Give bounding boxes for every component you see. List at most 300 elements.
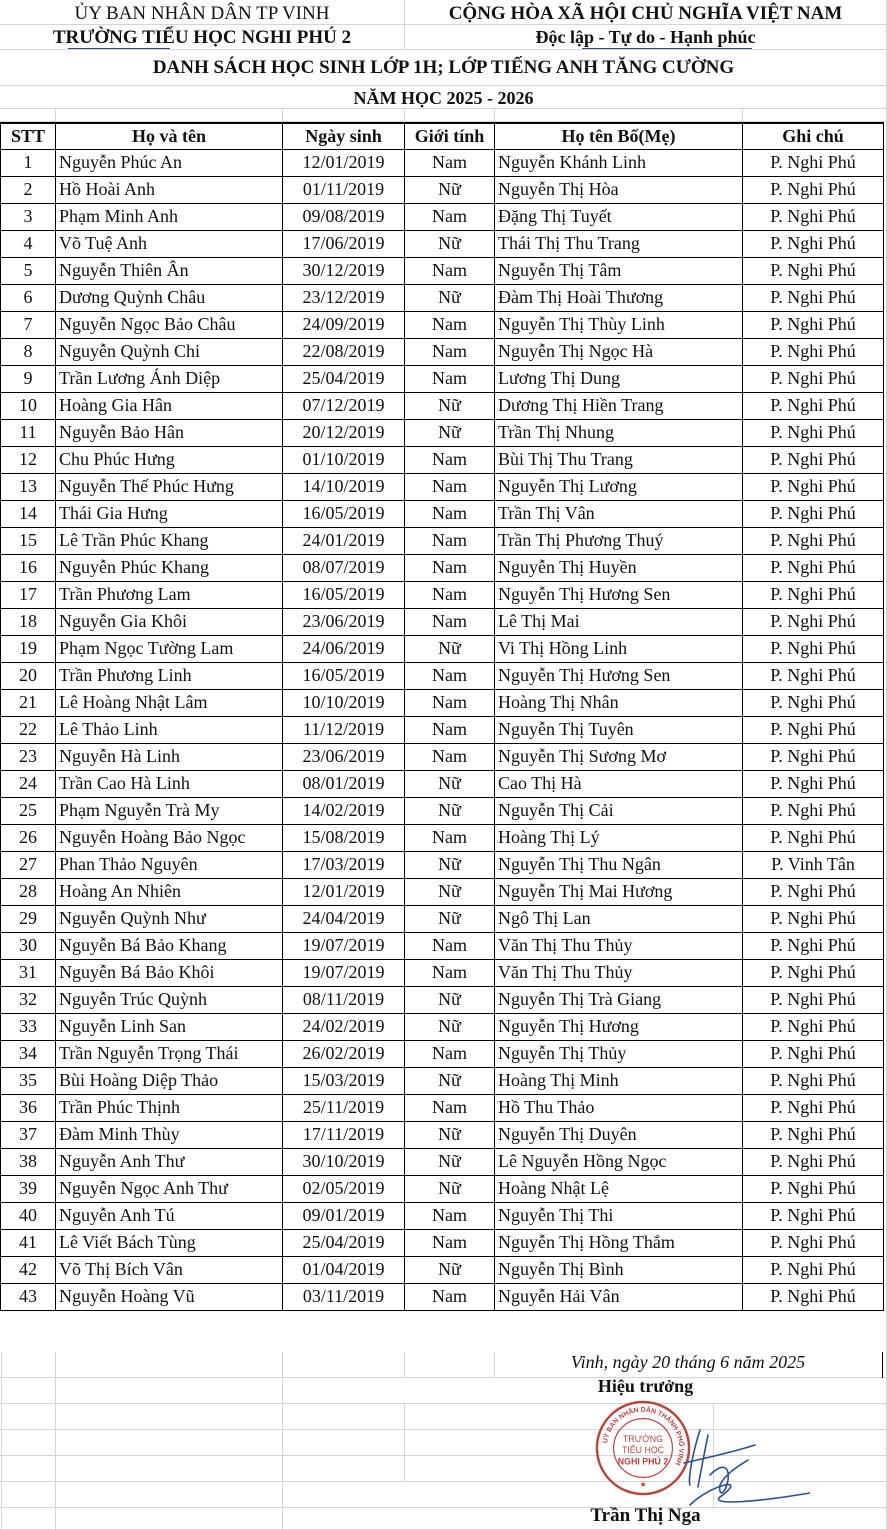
cell-parent-name: Nguyễn Thị Tâm	[495, 257, 743, 284]
cell-birth-date: 12/01/2019	[283, 149, 405, 176]
cell-full-name: Nguyễn Anh Thư	[56, 1148, 283, 1175]
cell-full-name: Phạm Ngọc Tường Lam	[56, 635, 283, 662]
table-row	[1, 284, 884, 311]
grid-line	[282, 109, 283, 122]
table-row	[1, 797, 884, 824]
cell-notes: P. Nghi Phú	[743, 1040, 884, 1067]
cell-stt: 35	[1, 1067, 56, 1094]
cell-gender: Nữ	[405, 905, 495, 932]
cell-parent-name: Nguyễn Thị Duyên	[495, 1121, 743, 1148]
cell-stt: 31	[1, 959, 56, 986]
cell-birth-date: 01/10/2019	[283, 446, 405, 473]
cell-gender: Nam	[405, 1094, 495, 1121]
cell-stt: 7	[1, 311, 56, 338]
cell-birth-date: 16/05/2019	[283, 662, 405, 689]
cell-notes: P. Nghi Phú	[743, 365, 884, 392]
cell-gender: Nam	[405, 824, 495, 851]
column-header-gender: Giới tính	[405, 123, 495, 149]
grid-line	[404, 1352, 405, 1378]
cell-notes: P. Nghi Phú	[743, 392, 884, 419]
cell-stt: 3	[1, 203, 56, 230]
cell-stt: 1	[1, 149, 56, 176]
cell-full-name: Phạm Minh Anh	[56, 203, 283, 230]
cell-parent-name: Trần Thị Phương Thuý	[495, 527, 743, 554]
cell-birth-date: 01/11/2019	[283, 176, 405, 203]
cell-full-name: Đàm Minh Thùy	[56, 1121, 283, 1148]
national-title: CỘNG HÒA XÃ HỘI CHỦ NGHĨA VIỆT NAM	[448, 3, 843, 24]
cell-birth-date: 23/06/2019	[283, 608, 405, 635]
cell-gender: Nam	[405, 446, 495, 473]
cell-birth-date: 14/10/2019	[283, 473, 405, 500]
table-row	[1, 743, 884, 770]
cell-notes: P. Nghi Phú	[743, 1013, 884, 1040]
cell-notes: P. Nghi Phú	[743, 311, 884, 338]
cell-birth-date: 30/12/2019	[283, 257, 405, 284]
cell-gender: Nam	[405, 1040, 495, 1067]
cell-notes: P. Nghi Phú	[743, 554, 884, 581]
table-row	[1, 689, 884, 716]
cell-stt: 38	[1, 1148, 56, 1175]
grid-line	[494, 109, 495, 122]
cell-birth-date: 14/02/2019	[283, 797, 405, 824]
cell-parent-name: Nguyễn Thị Hương Sen	[495, 581, 743, 608]
cell-parent-name: Nguyễn Thị Trà Giang	[495, 986, 743, 1013]
cell-notes: P. Nghi Phú	[743, 176, 884, 203]
column-header-notes: Ghi chú	[743, 123, 884, 149]
cell-full-name: Lê Trần Phúc Khang	[56, 527, 283, 554]
svg-text:UỶ BAN NHÂN DÂN THÀNH PHỐ VINH: UỶ BAN NHÂN DÂN THÀNH PHỐ VINH	[602, 1406, 685, 1467]
cell-notes: P. Nghi Phú	[743, 689, 884, 716]
cell-full-name: Nguyễn Ngọc Bảo Châu	[56, 311, 283, 338]
cell-parent-name: Đặng Thị Tuyết	[495, 203, 743, 230]
cell-stt: 9	[1, 365, 56, 392]
national-motto: Độc lập - Tự do - Hạnh phúc	[535, 27, 756, 47]
column-header-full-name: Họ và tên	[56, 123, 283, 149]
cell-gender: Nam	[405, 959, 495, 986]
cell-notes: P. Nghi Phú	[743, 338, 884, 365]
table-row	[1, 905, 884, 932]
table-row	[1, 176, 884, 203]
cell-gender: Nam	[405, 338, 495, 365]
cell-full-name: Nguyễn Linh San	[56, 1013, 283, 1040]
cell-stt: 6	[1, 284, 56, 311]
cell-gender: Nữ	[405, 1013, 495, 1040]
cell-gender: Nữ	[405, 1148, 495, 1175]
cell-full-name: Nguyễn Phúc An	[56, 149, 283, 176]
cell-birth-date: 16/05/2019	[283, 581, 405, 608]
cell-full-name: Nguyễn Trúc Quỳnh	[56, 986, 283, 1013]
table-row	[1, 554, 884, 581]
grid-line	[882, 1352, 883, 1378]
cell-parent-name: Lê Thị Mai	[495, 608, 743, 635]
cell-stt: 19	[1, 635, 56, 662]
cell-parent-name: Hoàng Nhật Lệ	[495, 1175, 743, 1202]
cell-birth-date: 20/12/2019	[283, 419, 405, 446]
cell-full-name: Chu Phúc Hưng	[56, 446, 283, 473]
cell-stt: 16	[1, 554, 56, 581]
cell-stt: 24	[1, 770, 56, 797]
cell-full-name: Phan Thảo Nguyên	[56, 851, 283, 878]
grid-line	[404, 109, 405, 122]
school-name-underline	[68, 48, 170, 49]
cell-notes: P. Nghi Phú	[743, 824, 884, 851]
cell-stt: 33	[1, 1013, 56, 1040]
cell-birth-date: 08/07/2019	[283, 554, 405, 581]
cell-full-name: Trần Nguyễn Trọng Thái	[56, 1040, 283, 1067]
cell-birth-date: 24/04/2019	[283, 905, 405, 932]
cell-full-name: Dương Quỳnh Châu	[56, 284, 283, 311]
table-row	[1, 662, 884, 689]
table-row	[1, 230, 884, 257]
table-row	[1, 473, 884, 500]
cell-notes: P. Nghi Phú	[743, 1067, 884, 1094]
table-row	[1, 1040, 884, 1067]
cell-notes: P. Nghi Phú	[743, 905, 884, 932]
table-body	[1, 149, 884, 1310]
cell-birth-date: 19/07/2019	[283, 932, 405, 959]
cell-parent-name: Ngô Thị Lan	[495, 905, 743, 932]
cell-gender: Nam	[405, 581, 495, 608]
cell-notes: P. Nghi Phú	[743, 257, 884, 284]
grid-line	[55, 109, 56, 122]
cell-birth-date: 12/01/2019	[283, 878, 405, 905]
cell-parent-name: Nguyễn Thị Ngọc Hà	[495, 338, 743, 365]
cell-parent-name: Nguyễn Thị Thủy	[495, 1040, 743, 1067]
cell-stt: 42	[1, 1256, 56, 1283]
cell-full-name: Nguyễn Hoàng Bảo Ngọc	[56, 824, 283, 851]
cell-parent-name: Cao Thị Hà	[495, 770, 743, 797]
cell-parent-name: Hoàng Thị Minh	[495, 1067, 743, 1094]
cell-notes: P. Nghi Phú	[743, 446, 884, 473]
column-header-parent-name: Họ tên Bố(Mẹ)	[495, 123, 743, 149]
table-row	[1, 1067, 884, 1094]
cell-gender: Nam	[405, 365, 495, 392]
cell-notes: P. Vinh Tân	[743, 851, 884, 878]
cell-full-name: Nguyễn Quỳnh Chi	[56, 338, 283, 365]
cell-gender: Nữ	[405, 797, 495, 824]
cell-birth-date: 08/01/2019	[283, 770, 405, 797]
cell-parent-name: Nguyễn Thị Sương Mơ	[495, 743, 743, 770]
cell-parent-name: Đàm Thị Hoài Thương	[495, 284, 743, 311]
cell-gender: Nữ	[405, 851, 495, 878]
cell-gender: Nữ	[405, 635, 495, 662]
cell-notes: P. Nghi Phú	[743, 608, 884, 635]
cell-gender: Nam	[405, 311, 495, 338]
cell-notes: P. Nghi Phú	[743, 1283, 884, 1310]
cell-full-name: Trần Phương Linh	[56, 662, 283, 689]
cell-gender: Nữ	[405, 176, 495, 203]
cell-birth-date: 17/11/2019	[283, 1121, 405, 1148]
cell-stt: 23	[1, 743, 56, 770]
cell-stt: 5	[1, 257, 56, 284]
cell-notes: P. Nghi Phú	[743, 986, 884, 1013]
cell-notes: P. Nghi Phú	[743, 230, 884, 257]
cell-full-name: Nguyễn Hoàng Vũ	[56, 1283, 283, 1310]
grid-line	[404, 1404, 405, 1482]
document-title: DANH SÁCH HỌC SINH LỚP 1H; LỚP TIẾNG ANH TĂNG CƯỜNG	[152, 57, 735, 78]
cell-birth-date: 15/03/2019	[283, 1067, 405, 1094]
cell-birth-date: 19/07/2019	[283, 959, 405, 986]
cell-notes: P. Nghi Phú	[743, 473, 884, 500]
school-year: NĂM HỌC 2025 - 2026	[353, 88, 534, 108]
cell-birth-date: 11/12/2019	[283, 716, 405, 743]
cell-notes: P. Nghi Phú	[743, 500, 884, 527]
cell-full-name: Nguyễn Ngọc Anh Thư	[56, 1175, 283, 1202]
table-row	[1, 527, 884, 554]
cell-notes: P. Nghi Phú	[743, 203, 884, 230]
grid-line	[1, 1352, 2, 1530]
table-row	[1, 311, 884, 338]
cell-gender: Nam	[405, 473, 495, 500]
cell-gender: Nữ	[405, 230, 495, 257]
cell-gender: Nam	[405, 743, 495, 770]
svg-text:TIỂU HỌC: TIỂU HỌC	[621, 1444, 665, 1455]
cell-parent-name: Nguyễn Thị Hương Sen	[495, 662, 743, 689]
motto-underline	[582, 48, 752, 49]
principal-signature-icon	[670, 1425, 810, 1515]
cell-notes: P. Nghi Phú	[743, 419, 884, 446]
cell-notes: P. Nghi Phú	[743, 797, 884, 824]
cell-parent-name: Nguyễn Khánh Linh	[495, 149, 743, 176]
table-row	[1, 608, 884, 635]
cell-birth-date: 24/02/2019	[283, 1013, 405, 1040]
cell-full-name: Lê Thảo Linh	[56, 716, 283, 743]
cell-stt: 32	[1, 986, 56, 1013]
table-row	[1, 338, 884, 365]
cell-full-name: Nguyễn Hà Linh	[56, 743, 283, 770]
cell-stt: 18	[1, 608, 56, 635]
cell-birth-date: 09/01/2019	[283, 1202, 405, 1229]
grid-line	[742, 109, 743, 122]
cell-parent-name: Trần Thị Vân	[495, 500, 743, 527]
cell-parent-name: Văn Thị Thu Thủy	[495, 932, 743, 959]
table-row	[1, 716, 884, 743]
cell-gender: Nữ	[405, 284, 495, 311]
cell-birth-date: 10/10/2019	[283, 689, 405, 716]
cell-parent-name: Nguyễn Thị Hồng Thắm	[495, 1229, 743, 1256]
cell-parent-name: Hoàng Thị Lý	[495, 824, 743, 851]
table-row	[1, 500, 884, 527]
table-row	[1, 1148, 884, 1175]
cell-parent-name: Lương Thị Dung	[495, 365, 743, 392]
cell-notes: P. Nghi Phú	[743, 1121, 884, 1148]
cell-gender: Nam	[405, 1229, 495, 1256]
cell-birth-date: 17/03/2019	[283, 851, 405, 878]
cell-full-name: Nguyễn Gia Khôi	[56, 608, 283, 635]
cell-parent-name: Bùi Thị Thu Trang	[495, 446, 743, 473]
cell-birth-date: 02/05/2019	[283, 1175, 405, 1202]
cell-birth-date: 25/11/2019	[283, 1094, 405, 1121]
cell-birth-date: 25/04/2019	[283, 1229, 405, 1256]
cell-full-name: Hồ Hoài Anh	[56, 176, 283, 203]
cell-full-name: Trần Phúc Thịnh	[56, 1094, 283, 1121]
cell-notes: P. Nghi Phú	[743, 716, 884, 743]
cell-parent-name: Nguyễn Thị Huyền	[495, 554, 743, 581]
cell-parent-name: Dương Thị Hiền Trang	[495, 392, 743, 419]
table-row	[1, 257, 884, 284]
table-row	[1, 1013, 884, 1040]
table-row	[1, 365, 884, 392]
cell-parent-name: Hoàng Thị Nhân	[495, 689, 743, 716]
cell-birth-date: 22/08/2019	[283, 338, 405, 365]
cell-parent-name: Vi Thị Hồng Linh	[495, 635, 743, 662]
cell-full-name: Võ Thị Bích Vân	[56, 1256, 283, 1283]
table-row	[1, 419, 884, 446]
cell-gender: Nữ	[405, 1121, 495, 1148]
cell-full-name: Trần Phương Lam	[56, 581, 283, 608]
cell-gender: Nữ	[405, 770, 495, 797]
cell-full-name: Lê Hoàng Nhật Lâm	[56, 689, 283, 716]
table-row	[1, 1256, 884, 1283]
cell-full-name: Nguyễn Bá Bảo Khang	[56, 932, 283, 959]
cell-stt: 25	[1, 797, 56, 824]
table-row	[1, 851, 884, 878]
cell-full-name: Nguyễn Quỳnh Như	[56, 905, 283, 932]
column-header-stt: STT	[1, 123, 56, 149]
cell-birth-date: 16/05/2019	[283, 500, 405, 527]
table-row	[1, 446, 884, 473]
cell-parent-name: Nguyễn Thị Mai Hương	[495, 878, 743, 905]
table-row	[1, 203, 884, 230]
cell-full-name: Lê Viết Bách Tùng	[56, 1229, 283, 1256]
cell-stt: 14	[1, 500, 56, 527]
cell-full-name: Trần Cao Hà Linh	[56, 770, 283, 797]
cell-stt: 37	[1, 1121, 56, 1148]
cell-parent-name: Nguyễn Thị Hòa	[495, 176, 743, 203]
cell-full-name: Nguyễn Thế Phúc Hưng	[56, 473, 283, 500]
cell-birth-date: 09/08/2019	[283, 203, 405, 230]
cell-stt: 36	[1, 1094, 56, 1121]
cell-full-name: Nguyễn Phúc Khang	[56, 554, 283, 581]
table-row	[1, 986, 884, 1013]
cell-full-name: Hoàng An Nhiên	[56, 878, 283, 905]
signer-name: Trần Thị Nga	[590, 1505, 701, 1526]
student-roster-table	[0, 122, 884, 1311]
table-row	[1, 392, 884, 419]
cell-stt: 11	[1, 419, 56, 446]
cell-full-name: Võ Tuệ Anh	[56, 230, 283, 257]
svg-text:NGHI PHÚ 2: NGHI PHÚ 2	[617, 1456, 669, 1467]
table-row	[1, 770, 884, 797]
cell-stt: 10	[1, 392, 56, 419]
cell-gender: Nam	[405, 608, 495, 635]
table-row	[1, 581, 884, 608]
cell-birth-date: 24/09/2019	[283, 311, 405, 338]
cell-notes: P. Nghi Phú	[743, 1175, 884, 1202]
cell-notes: P. Nghi Phú	[743, 635, 884, 662]
cell-notes: P. Nghi Phú	[743, 284, 884, 311]
table-row	[1, 149, 884, 176]
grid-line	[282, 1352, 283, 1530]
cell-full-name: Nguyễn Thiên Ân	[56, 257, 283, 284]
cell-stt: 30	[1, 932, 56, 959]
table-row	[1, 1202, 884, 1229]
cell-notes: P. Nghi Phú	[743, 527, 884, 554]
cell-full-name: Nguyễn Bảo Hân	[56, 419, 283, 446]
table-row	[1, 1283, 884, 1310]
cell-notes: P. Nghi Phú	[743, 149, 884, 176]
cell-parent-name: Hồ Thu Thảo	[495, 1094, 743, 1121]
cell-full-name: Phạm Nguyễn Trà My	[56, 797, 283, 824]
cell-parent-name: Nguyễn Thị Hương	[495, 1013, 743, 1040]
table-row	[1, 1094, 884, 1121]
cell-gender: Nữ	[405, 419, 495, 446]
cell-stt: 43	[1, 1283, 56, 1310]
cell-birth-date: 26/02/2019	[283, 1040, 405, 1067]
table-row	[1, 932, 884, 959]
cell-gender: Nữ	[405, 1256, 495, 1283]
cell-stt: 41	[1, 1229, 56, 1256]
cell-birth-date: 24/01/2019	[283, 527, 405, 554]
cell-stt: 20	[1, 662, 56, 689]
cell-full-name: Nguyễn Anh Tú	[56, 1202, 283, 1229]
cell-gender: Nam	[405, 1283, 495, 1310]
svg-text:★: ★	[639, 1480, 647, 1490]
cell-parent-name: Nguyễn Thị Thu Ngân	[495, 851, 743, 878]
cell-gender: Nam	[405, 1202, 495, 1229]
cell-notes: P. Nghi Phú	[743, 878, 884, 905]
cell-gender: Nữ	[405, 1175, 495, 1202]
cell-notes: P. Nghi Phú	[743, 1202, 884, 1229]
table-row	[1, 959, 884, 986]
table-row	[1, 635, 884, 662]
cell-notes: P. Nghi Phú	[743, 1148, 884, 1175]
cell-notes: P. Nghi Phú	[743, 581, 884, 608]
cell-notes: P. Nghi Phú	[743, 770, 884, 797]
cell-notes: P. Nghi Phú	[743, 959, 884, 986]
cell-stt: 34	[1, 1040, 56, 1067]
cell-stt: 28	[1, 878, 56, 905]
cell-gender: Nam	[405, 689, 495, 716]
column-header-birth-date: Ngày sinh	[283, 123, 405, 149]
cell-gender: Nam	[405, 257, 495, 284]
cell-full-name: Bùi Hoàng Diệp Thảo	[56, 1067, 283, 1094]
cell-stt: 39	[1, 1175, 56, 1202]
cell-full-name: Hoàng Gia Hân	[56, 392, 283, 419]
cell-gender: Nữ	[405, 1067, 495, 1094]
grid-line	[55, 1352, 56, 1530]
cell-gender: Nam	[405, 203, 495, 230]
issuing-authority: ỦY BAN NHÂN DÂN TP VINH	[74, 3, 330, 24]
cell-parent-name: Nguyễn Hải Vân	[495, 1283, 743, 1310]
signer-role: Hiệu trưởng	[597, 1376, 694, 1396]
cell-parent-name: Nguyễn Thị Tuyên	[495, 716, 743, 743]
cell-notes: P. Nghi Phú	[743, 1229, 884, 1256]
cell-birth-date: 23/06/2019	[283, 743, 405, 770]
cell-full-name: Trần Lương Ánh Diệp	[56, 365, 283, 392]
cell-stt: 17	[1, 581, 56, 608]
cell-gender: Nam	[405, 554, 495, 581]
cell-birth-date: 15/08/2019	[283, 824, 405, 851]
cell-gender: Nữ	[405, 986, 495, 1013]
cell-notes: P. Nghi Phú	[743, 1094, 884, 1121]
cell-parent-name: Trần Thị Nhung	[495, 419, 743, 446]
cell-birth-date: 08/11/2019	[283, 986, 405, 1013]
cell-gender: Nữ	[405, 878, 495, 905]
cell-parent-name: Nguyễn Thị Cải	[495, 797, 743, 824]
cell-stt: 12	[1, 446, 56, 473]
table-row	[1, 1121, 884, 1148]
cell-gender: Nam	[405, 716, 495, 743]
place-and-date: Vinh, ngày 20 tháng 6 năm 2025	[570, 1352, 806, 1372]
table-row	[1, 878, 884, 905]
cell-gender: Nam	[405, 500, 495, 527]
cell-birth-date: 01/04/2019	[283, 1256, 405, 1283]
cell-parent-name: Nguyễn Thị Thùy Linh	[495, 311, 743, 338]
cell-notes: P. Nghi Phú	[743, 743, 884, 770]
cell-parent-name: Nguyễn Thị Thi	[495, 1202, 743, 1229]
cell-stt: 40	[1, 1202, 56, 1229]
